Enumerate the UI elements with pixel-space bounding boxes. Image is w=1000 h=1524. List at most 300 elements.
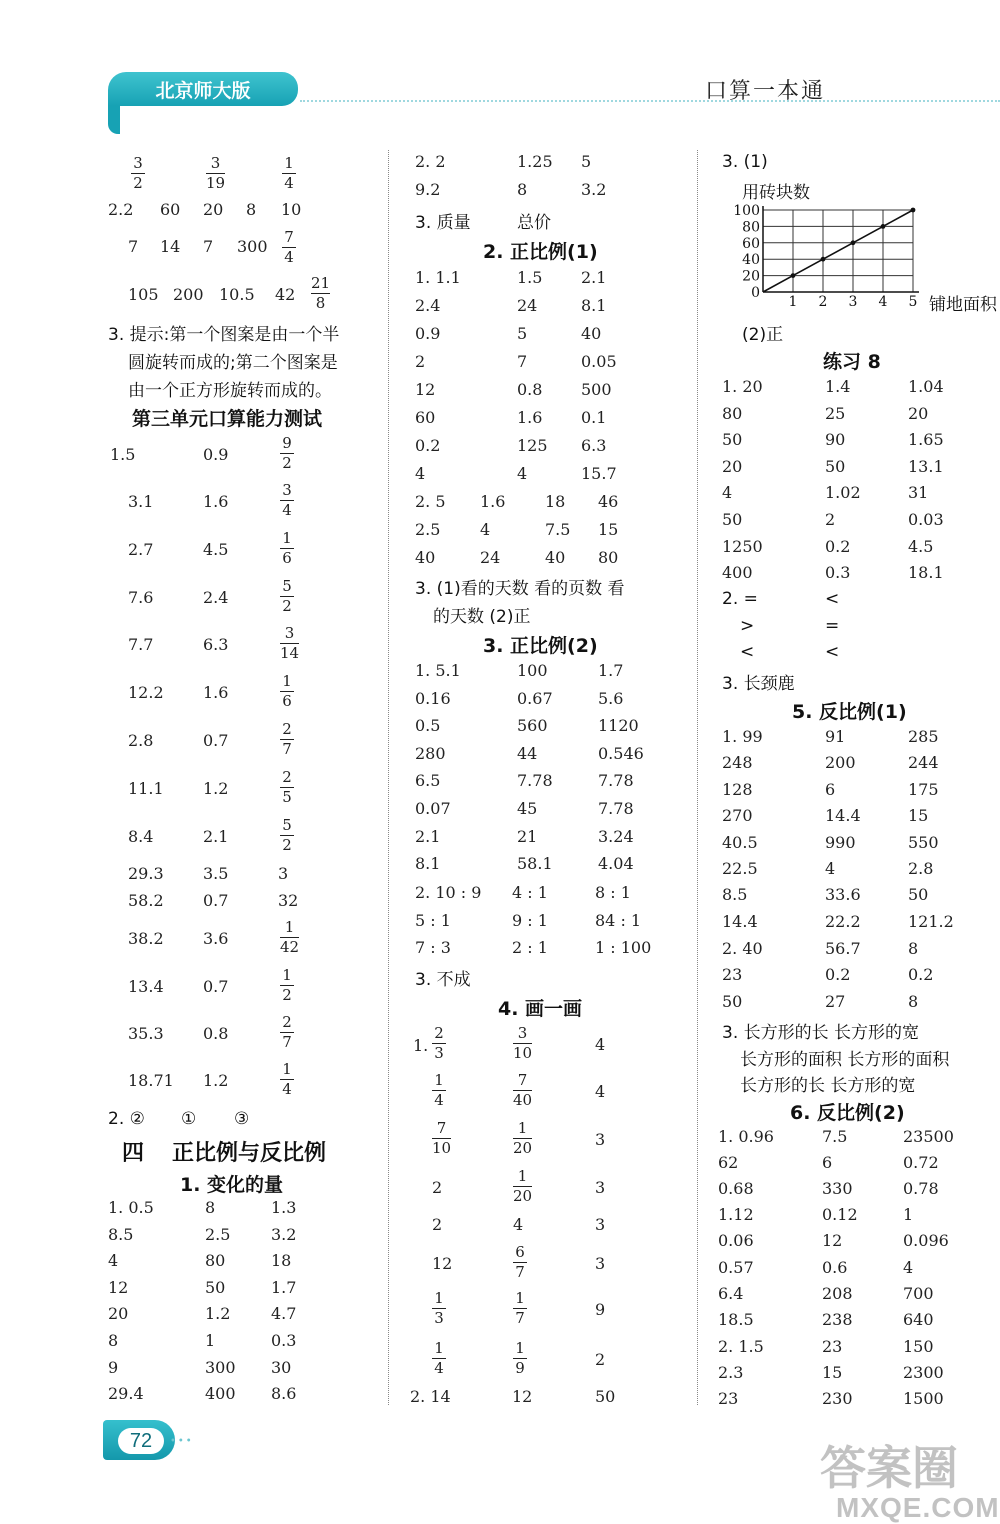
fraction: [432, 1120, 451, 1157]
answer-text: 4: [595, 1035, 606, 1054]
edition-tab: [108, 72, 298, 106]
header-divider: [300, 100, 1000, 102]
answer-cell: 3.2: [271, 1224, 297, 1244]
chart-data-point: [881, 224, 886, 229]
fraction-denominator: 4: [284, 174, 294, 192]
chart-x-tick-label: 5: [908, 294, 918, 310]
chart-x-tick-label: 3: [848, 294, 858, 310]
fraction: [282, 155, 296, 192]
answer-cell: 1.25: [517, 152, 553, 171]
answer-cell: 1250: [722, 536, 763, 556]
fraction: [513, 1072, 532, 1109]
answer-cell: 2. 1.5: [718, 1337, 764, 1356]
fraction-numerator: 7: [284, 228, 294, 246]
answer-cell: 50: [825, 456, 846, 476]
chart-x-tick-label: 4: [878, 294, 888, 310]
chart-ylabel: 用砖块数: [742, 183, 810, 203]
answer-text: 7: [128, 237, 139, 256]
answer-cell: 0.72: [903, 1153, 939, 1173]
answer-cell: 1.7: [271, 1277, 297, 1297]
answer-cell: 18.5: [718, 1309, 754, 1329]
answer-cell: 244: [908, 753, 939, 773]
lesson-title: 5. 反比例(1): [792, 701, 907, 723]
answer-cell: 20: [722, 456, 743, 476]
answer-cell: 40: [545, 548, 566, 567]
answer-cell: 15: [908, 806, 929, 826]
fraction: [280, 435, 294, 472]
answer-cell: 0.1: [581, 408, 607, 427]
answer-text: 11.1: [128, 779, 164, 798]
answer-cell: 20: [908, 403, 929, 423]
column-divider-right: [697, 150, 698, 1405]
fraction: [432, 1340, 446, 1377]
answer-text: 0.7: [203, 731, 229, 750]
fraction-denominator: 6: [282, 692, 292, 710]
answer-cell: 90: [825, 430, 846, 450]
answer-cell: 18: [271, 1251, 292, 1271]
answer-cell: ①: [181, 1109, 197, 1129]
fraction: [280, 967, 294, 1004]
answer-cell: 62: [718, 1153, 739, 1173]
answer-text: 1.6: [203, 683, 229, 702]
answer-cell: 60: [415, 408, 436, 427]
answer-text: 10.5: [219, 285, 255, 304]
answer-cell: 100: [517, 661, 548, 680]
answer-cell: 1. 0.96: [718, 1127, 774, 1146]
fraction-numerator: 1: [282, 966, 292, 984]
chart-data-point: [851, 240, 856, 245]
fraction-denominator: 8: [315, 294, 326, 312]
fraction-denominator: 4: [434, 1091, 444, 1109]
answer-cell: 18.1: [908, 563, 944, 583]
fraction-numerator: 2: [434, 1024, 444, 1042]
answer-cell: 22.5: [722, 859, 758, 878]
answer-cell: 80: [598, 548, 619, 567]
fraction-denominator: 10: [513, 1044, 533, 1062]
fraction-numerator: 5: [282, 816, 292, 834]
chart-series-line: [763, 210, 913, 292]
answer-text: 2.1: [203, 827, 229, 846]
answer-cell: 7.5: [822, 1127, 848, 1146]
answer-cell: 23500: [903, 1127, 954, 1146]
answer-cell: 2.8: [908, 859, 934, 878]
fraction-denominator: 3: [434, 1044, 444, 1062]
answer-cell: 2. =: [722, 589, 758, 609]
hint-text: 圆旋转而成的;第二个图案是: [128, 353, 338, 373]
answer-cell: 1. 5.1: [415, 661, 461, 680]
answer-cell: 31: [908, 483, 929, 503]
edition-label: 北京师大版: [155, 79, 251, 102]
fraction-numerator: 7: [517, 1071, 528, 1089]
answer-text: 18.71: [128, 1071, 174, 1090]
answer-cell: 12: [415, 380, 436, 399]
answer-text: 0.7: [203, 977, 229, 996]
answer-cell: 1.04: [908, 377, 944, 396]
answer-cell: 14.4: [722, 911, 758, 931]
answer-cell: 4.7: [271, 1304, 297, 1324]
answer-text: 总价: [517, 213, 551, 233]
answer-cell: 0.096: [903, 1231, 949, 1251]
answer-cell: 4: [108, 1251, 119, 1271]
fraction-denominator: 3: [434, 1309, 444, 1327]
answer-cell: 4: [722, 483, 733, 503]
answer-cell: 1 : 100: [595, 938, 652, 958]
answer-cell: 8: [517, 180, 528, 199]
answer-text: 2.2: [108, 200, 134, 219]
answer-cell: 22.2: [825, 911, 861, 931]
answer-cell: 50: [722, 510, 743, 529]
answer-text: 7.6: [128, 588, 154, 607]
answer-cell: 8: [108, 1331, 119, 1350]
fraction: [513, 1244, 527, 1281]
answer-cell: 8.5: [108, 1224, 134, 1244]
fraction-numerator: 3: [284, 624, 295, 642]
chart-y-tick-label: 80: [742, 219, 760, 236]
answer-text: 3.5: [203, 864, 229, 883]
chart-y-tick-label: 20: [742, 268, 760, 285]
answer-text: 1.: [413, 1036, 429, 1055]
answer-cell: 125: [517, 436, 548, 455]
fraction-numerator: 1: [282, 1060, 292, 1078]
answer-cell: 1.02: [825, 483, 861, 503]
fraction: [280, 530, 294, 567]
answer-text: 20: [203, 200, 224, 219]
fraction-numerator: 1: [284, 154, 294, 172]
answer-cell: 24: [517, 296, 538, 315]
fraction-denominator: 19: [206, 174, 226, 192]
answer-cell: 24: [480, 548, 501, 567]
answer-cell: 1120: [598, 716, 639, 736]
answer-cell: 300: [205, 1357, 236, 1377]
answer-cell: 25: [825, 403, 846, 423]
page-number-dots: •••: [170, 1436, 194, 1447]
chart-y-tick-label: 60: [742, 235, 760, 252]
fraction-numerator: 3: [282, 481, 292, 499]
answer-cell: 4: [517, 464, 528, 483]
answer-cell: 6: [822, 1153, 833, 1173]
answer-cell: 1.65: [908, 430, 944, 450]
answer-cell: 0.12: [822, 1205, 858, 1225]
answer-text: 4: [513, 1215, 524, 1234]
fraction: [432, 1025, 446, 1062]
answer-text: 13.4: [128, 977, 164, 996]
fraction-numerator: 3: [517, 1024, 528, 1042]
answer-cell: 80: [722, 403, 743, 423]
chart-data-point: [911, 208, 916, 213]
answer-text: 38.2: [128, 929, 164, 948]
fraction-denominator: 4: [282, 501, 292, 519]
fraction: [280, 721, 294, 758]
answer-cell: 0.05: [581, 352, 617, 371]
answer-cell: 15: [598, 520, 619, 539]
answer-cell: 248: [722, 753, 753, 773]
answer-cell: 8.1: [581, 296, 607, 315]
fraction-denominator: 4: [434, 1359, 444, 1377]
answer-cell: 45: [517, 799, 538, 818]
fraction: [280, 578, 294, 615]
answer-cell: 0.6: [822, 1257, 848, 1277]
answer-cell: 40: [581, 324, 602, 343]
answer-text: 10: [281, 200, 302, 219]
answer-cell: 8 : 1: [595, 883, 631, 902]
answer-cell: 0.03: [908, 510, 944, 529]
hint-text: 由一个正方形旋转而成的。: [128, 381, 332, 401]
answer-text: 6.3: [203, 635, 229, 654]
answer-cell: 0.67: [517, 688, 553, 708]
fraction-numerator: 9: [282, 434, 292, 452]
answer-cell: 1. 99: [722, 727, 763, 746]
fraction-denominator: 9: [515, 1359, 525, 1377]
watermark-url: MXQE.COM: [836, 1492, 1000, 1523]
fraction: [280, 919, 299, 956]
lesson-title: 4. 画一画: [498, 998, 583, 1020]
answer-cell: 7.78: [598, 799, 634, 818]
answer-text: 1.5: [110, 445, 136, 464]
answer-text: 300: [237, 237, 268, 256]
answer-text: 12.2: [128, 683, 164, 702]
page-number: 72: [118, 1428, 164, 1454]
answer-cell: 9.2: [415, 180, 441, 199]
answer-cell: 2.1: [415, 826, 441, 846]
answer-cell: 1.6: [480, 492, 506, 511]
answer-text: 长方形的长 长方形的宽: [740, 1076, 916, 1097]
fraction-denominator: 7: [515, 1263, 525, 1281]
answer-text: 4.5: [203, 540, 229, 559]
answer-cell: 91: [825, 727, 846, 746]
fraction: [280, 817, 294, 854]
answer-cell: 9 : 1: [512, 910, 548, 930]
answer-cell: 175: [908, 779, 939, 799]
answer-cell: 7: [517, 352, 528, 371]
fraction-denominator: 20: [513, 1187, 533, 1205]
answer-cell: 4.04: [598, 854, 634, 874]
answer-cell: 8.5: [722, 885, 748, 905]
answer-cell: 2. ②: [108, 1109, 145, 1129]
fraction-denominator: 2: [282, 836, 292, 854]
answer-cell: 1.4: [825, 377, 851, 396]
answer-cell: 2 : 1: [512, 938, 548, 958]
answer-text: 3.6: [203, 929, 229, 948]
fraction-numerator: 2: [282, 1013, 292, 1031]
answer-cell: 7 : 3: [415, 938, 451, 958]
answer-cell: 8.6: [271, 1384, 297, 1404]
answer-cell: 12: [822, 1231, 843, 1251]
fraction-denominator: 42: [280, 938, 300, 956]
answer-cell: 0.3: [825, 563, 851, 583]
answer-cell: 23: [722, 965, 743, 985]
answer-cell: 80: [205, 1251, 226, 1271]
answer-text: 3. (1)看的天数 看的页数 看: [415, 579, 625, 599]
chart-x-tick-label: 1: [788, 294, 798, 310]
answer-text: 0.7: [203, 891, 229, 910]
answer-cell: 27: [825, 991, 846, 1011]
answer-text: 12: [432, 1254, 453, 1273]
answer-text: 14: [160, 237, 181, 256]
fraction-numerator: 1: [517, 1119, 528, 1137]
fraction: [513, 1120, 532, 1157]
answer-text: 的天数 (2)正: [433, 607, 531, 627]
answer-cell: 40.5: [722, 832, 758, 852]
answer-cell: 2. 5: [415, 492, 446, 511]
fraction-denominator: 14: [280, 644, 300, 662]
answer-cell: 0.8: [517, 380, 543, 399]
answer-text: 8: [246, 200, 257, 219]
answer-cell: 4: [415, 464, 426, 483]
answer-cell: <: [740, 642, 755, 663]
answer-cell: 1: [205, 1331, 216, 1350]
answer-cell: 7.78: [517, 771, 553, 791]
answer-cell: 8: [908, 939, 919, 958]
fraction-numerator: 21: [311, 274, 331, 292]
fraction: [513, 1340, 527, 1377]
answer-text: 0.9: [203, 445, 229, 464]
answer-cell: 2: [825, 510, 836, 529]
fraction-numerator: 1: [515, 1289, 525, 1307]
answer-cell: 1. 0.5: [108, 1198, 154, 1217]
answer-cell: 1.2: [205, 1304, 231, 1324]
answer-cell: 280: [415, 743, 446, 763]
answer-cell: 560: [517, 716, 548, 736]
answer-text: 60: [160, 200, 181, 219]
answer-cell: 400: [205, 1384, 236, 1404]
fraction-numerator: 1: [515, 1339, 525, 1357]
chart-y-tick-label: 100: [733, 203, 760, 219]
hint-text: 3. 提示:第一个图案是由一个半: [108, 325, 340, 345]
answer-text: 8.4: [128, 827, 154, 846]
answer-cell: 330: [822, 1179, 853, 1199]
fraction: [206, 155, 225, 192]
fraction: [280, 482, 294, 519]
answer-text: 29.3: [128, 864, 164, 883]
answer-cell: 1. 20: [722, 377, 763, 396]
answer-cell: 12: [108, 1277, 129, 1297]
fraction: [432, 1072, 446, 1109]
answer-text: 9: [595, 1300, 606, 1319]
fraction: [513, 1290, 527, 1327]
answer-cell: 1. 1.1: [415, 268, 461, 287]
chapter-number: 四: [122, 1141, 145, 1166]
answer-cell: 84 : 1: [595, 910, 642, 930]
answer-cell: 0.2: [825, 965, 851, 985]
chapter-title: 正比例与反比例: [172, 1141, 327, 1166]
watermark-logo: 答案圈: [820, 1441, 958, 1495]
answer-cell: 128: [722, 779, 753, 799]
answer-cell: 5 : 1: [415, 910, 451, 930]
answer-cell: 0.57: [718, 1257, 754, 1277]
answer-cell: ③: [234, 1109, 250, 1129]
fraction: [513, 1025, 532, 1062]
answer-text: 3: [278, 864, 289, 883]
answer-cell: 0.2: [908, 965, 934, 985]
lesson-title: 6. 反比例(2): [790, 1102, 905, 1124]
fraction-numerator: 1: [282, 672, 292, 690]
answer-cell: 3.24: [598, 826, 634, 846]
answer-cell: 13.1: [908, 456, 944, 476]
answer-cell: 40: [415, 548, 436, 567]
answer-text: 3: [595, 1178, 606, 1197]
answer-text: 200: [173, 285, 204, 304]
answer-text: 1.2: [203, 779, 229, 798]
fraction-denominator: 7: [515, 1309, 525, 1327]
answer-text: 3: [595, 1254, 606, 1273]
answer-cell: 1.6: [517, 408, 543, 427]
answer-cell: <: [825, 642, 840, 663]
answer-cell: 990: [825, 832, 856, 852]
answer-cell: 6.4: [718, 1283, 744, 1303]
answer-cell: 23: [718, 1389, 739, 1409]
answer-cell: 1: [903, 1205, 914, 1225]
fraction-denominator: 40: [513, 1091, 533, 1109]
answer-cell: 2. 2: [415, 152, 446, 171]
answer-cell: >: [740, 615, 755, 636]
answer-cell: 33.6: [825, 885, 861, 905]
fraction: [311, 275, 330, 312]
answer-text: 105: [128, 285, 159, 304]
answer-cell: 15: [822, 1363, 843, 1383]
answer-cell: 2. 40: [722, 939, 763, 958]
fraction-numerator: 1: [434, 1071, 444, 1089]
answer-cell: 3.2: [581, 180, 607, 199]
answer-text: 3. 长方形的长 长方形的宽: [722, 1023, 920, 1043]
chart-y-tick-label: 0: [751, 285, 760, 301]
answer-text: 3. 质量: [415, 213, 471, 233]
answer-cell: 0.78: [903, 1179, 939, 1199]
fraction-denominator: 2: [282, 454, 292, 472]
answer-cell: 8: [205, 1198, 216, 1217]
answer-cell: 29.4: [108, 1384, 144, 1404]
answer-text: 42: [275, 285, 296, 304]
answer-text: 2.4: [203, 588, 229, 607]
answer-cell: 0.2: [415, 436, 441, 455]
answer-cell: 1500: [903, 1389, 944, 1409]
answer-text: 2: [432, 1215, 443, 1234]
answer-cell: 238: [822, 1309, 853, 1329]
fraction-denominator: 5: [282, 788, 292, 806]
answer-cell: 2. 10 : 9: [415, 883, 482, 902]
answer-cell: 1.3: [271, 1198, 297, 1217]
answer-cell: <: [825, 589, 840, 609]
lesson-title: 2. 正比例(1): [483, 241, 598, 263]
fraction: [280, 673, 294, 710]
answer-cell: 50: [722, 430, 743, 450]
fraction-numerator: 3: [210, 154, 221, 172]
answer-cell: 1.12: [718, 1205, 754, 1225]
answer-text: 12: [512, 1387, 533, 1406]
answer-cell: 4: [903, 1257, 914, 1277]
answer-cell: 15.7: [581, 464, 617, 483]
answer-cell: 50: [722, 991, 743, 1011]
fraction-numerator: 1: [282, 529, 292, 547]
answer-cell: 46: [598, 492, 619, 511]
fraction: [280, 1014, 294, 1051]
fraction: [280, 769, 294, 806]
fraction-denominator: 7: [282, 740, 292, 758]
answer-cell: 1.7: [598, 661, 624, 680]
answer-cell: 0.5: [415, 716, 441, 736]
answer-cell: 50: [908, 885, 929, 905]
answer-text: 3: [595, 1130, 606, 1149]
answer-cell: 200: [825, 753, 856, 773]
answer-cell: 4.5: [908, 536, 934, 556]
answer-cell: 0.2: [825, 536, 851, 556]
answer-text: 3. 不成: [415, 970, 471, 990]
answer-cell: 2.3: [718, 1363, 744, 1383]
answer-cell: 0.546: [598, 743, 644, 763]
chart-data-point: [821, 257, 826, 262]
answer-cell: 2.1: [581, 268, 607, 287]
answer-text: 2: [432, 1178, 443, 1197]
answer-cell: 0.06: [718, 1231, 754, 1251]
